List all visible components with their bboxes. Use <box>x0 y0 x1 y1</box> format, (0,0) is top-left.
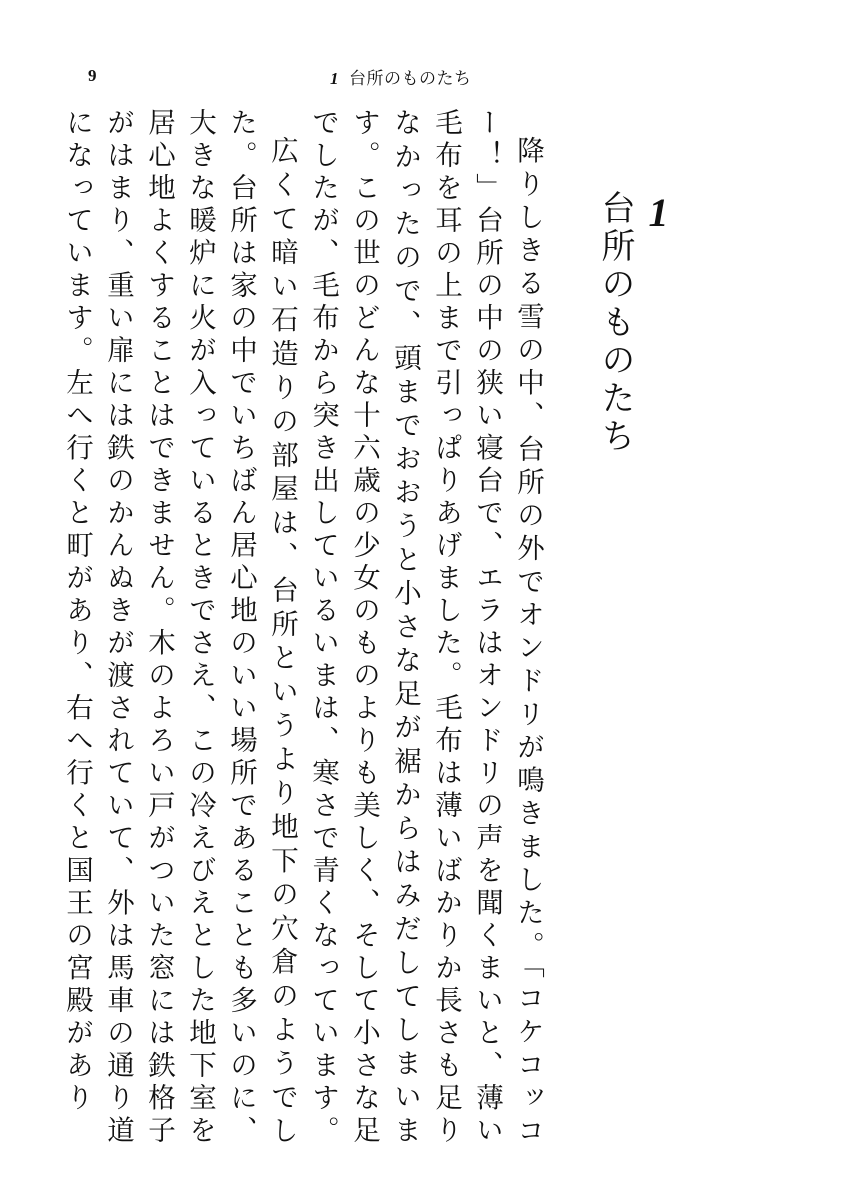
chapter-title: 台所のものたち <box>595 190 635 456</box>
page-number: 9 <box>88 66 97 85</box>
body-text <box>61 108 548 1148</box>
paragraph: 広くて暗い石造りの部屋は、台所というより地下の穴倉のようでした。台所は家の中でいちばん居心地のいい場所であることも多いのに、大きな暖炉に火が入っているときでさえ、この冷えびえとした地下室を居心地よくすることはできません。木のよろい戸がついた窓には鉄格子がはまり、重い扉には鉄のかんぬきが渡されていて、外は馬車の通り道になっています。左へ行くと町があり、右へ行くと国王の宮殿があり <box>61 108 298 1148</box>
running-head <box>330 64 472 89</box>
chapter-number: 1 <box>636 190 681 235</box>
paragraph: 降りしきる雪の中、台所の外でオンドリが鳴きました。「コケコッコー！」台所の中の狭い寝台で、エラはオンドリの声を聞くまいと、薄い毛布を耳の上まで引っぱりあげました。毛布は薄いばかりか長さも足りなかったので、頭までおおうと小さな足が裾からはみだしてしまいます。この世のどんな十六歳の少女のものよりも美しく、そして小さな足でしたが、毛布から突き出しているいまは、寒さで青くなっています。 <box>307 108 544 1148</box>
running-head-chapter-title: 台所のものたち <box>349 69 472 89</box>
running-head-chapter-number: 1 <box>330 69 339 88</box>
chapter-heading <box>595 190 682 490</box>
